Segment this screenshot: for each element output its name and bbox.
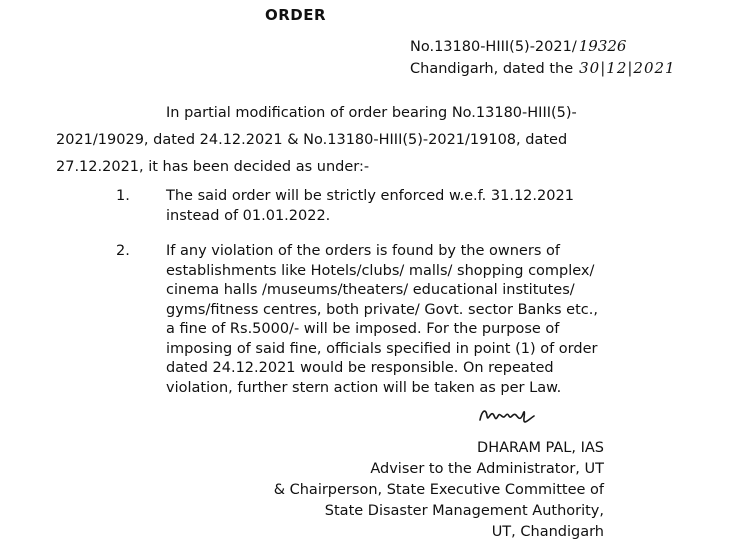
signatory-title-2: & Chairperson, State Executive Committee of <box>273 482 604 498</box>
signatory-title-4: UT, Chandigarh <box>491 524 604 540</box>
intro-line-2: 2021/19029, dated 24.12.2021 & No.13180-HIII(5)-2021/19108, dated <box>56 132 568 148</box>
handwritten-date: 30|12|2021 <box>579 59 676 77</box>
item-line: imposing of said fine, officials specified in point (1) of order <box>166 340 598 357</box>
item-line: dated 24.12.2021 would be responsible. On repeated <box>166 360 554 376</box>
place-date-line <box>410 58 676 80</box>
reference-number: No.13180-HIII(5)-2021/ <box>410 39 577 55</box>
intro-paragraph <box>56 100 604 181</box>
document-title: ORDER <box>265 6 327 24</box>
item-line: gyms/fitness centres, both private/ Govt. sector Banks etc., <box>166 301 598 318</box>
intro-line-1: In partial modification of order bearing No.13180-HIII(5)- <box>166 105 577 121</box>
signatory-name: DHARAM PAL, IAS <box>477 440 604 456</box>
signatory-title-1: Adviser to the Administrator, UT <box>370 461 604 477</box>
item-line: violation, further stern action will be taken as per Law. <box>166 379 562 396</box>
reference-line <box>410 36 676 58</box>
item-text <box>166 242 606 398</box>
intro-line-3: 27.12.2021, it has been decided as under:- <box>56 159 370 175</box>
item-line: a fine of Rs.5000/- will be imposed. For the purpose of <box>166 321 560 337</box>
item-line: establishments like Hotels/clubs/ malls/ shopping complex/ <box>166 262 595 279</box>
item-line: instead of 01.01.2022. <box>166 207 331 224</box>
handwritten-ref-number: 19326 <box>578 37 627 55</box>
signatory-title-3: State Disaster Management Authority, <box>324 503 604 519</box>
item-line: cinema halls /museums/theaters/ educational institutes/ <box>166 282 575 298</box>
reference-block <box>410 36 676 80</box>
signature-block <box>274 438 604 543</box>
place-date-label: Chandigarh, dated the <box>410 61 574 77</box>
item-number: 2. <box>116 243 130 259</box>
item-number: 1. <box>116 188 130 204</box>
item-line: The said order will be strictly enforced w.e.f. 31.12.2021 <box>166 188 574 204</box>
item-line: If any violation of the orders is found by the owners of <box>166 243 560 259</box>
item-text <box>166 187 606 226</box>
handwritten-signature <box>478 404 538 432</box>
